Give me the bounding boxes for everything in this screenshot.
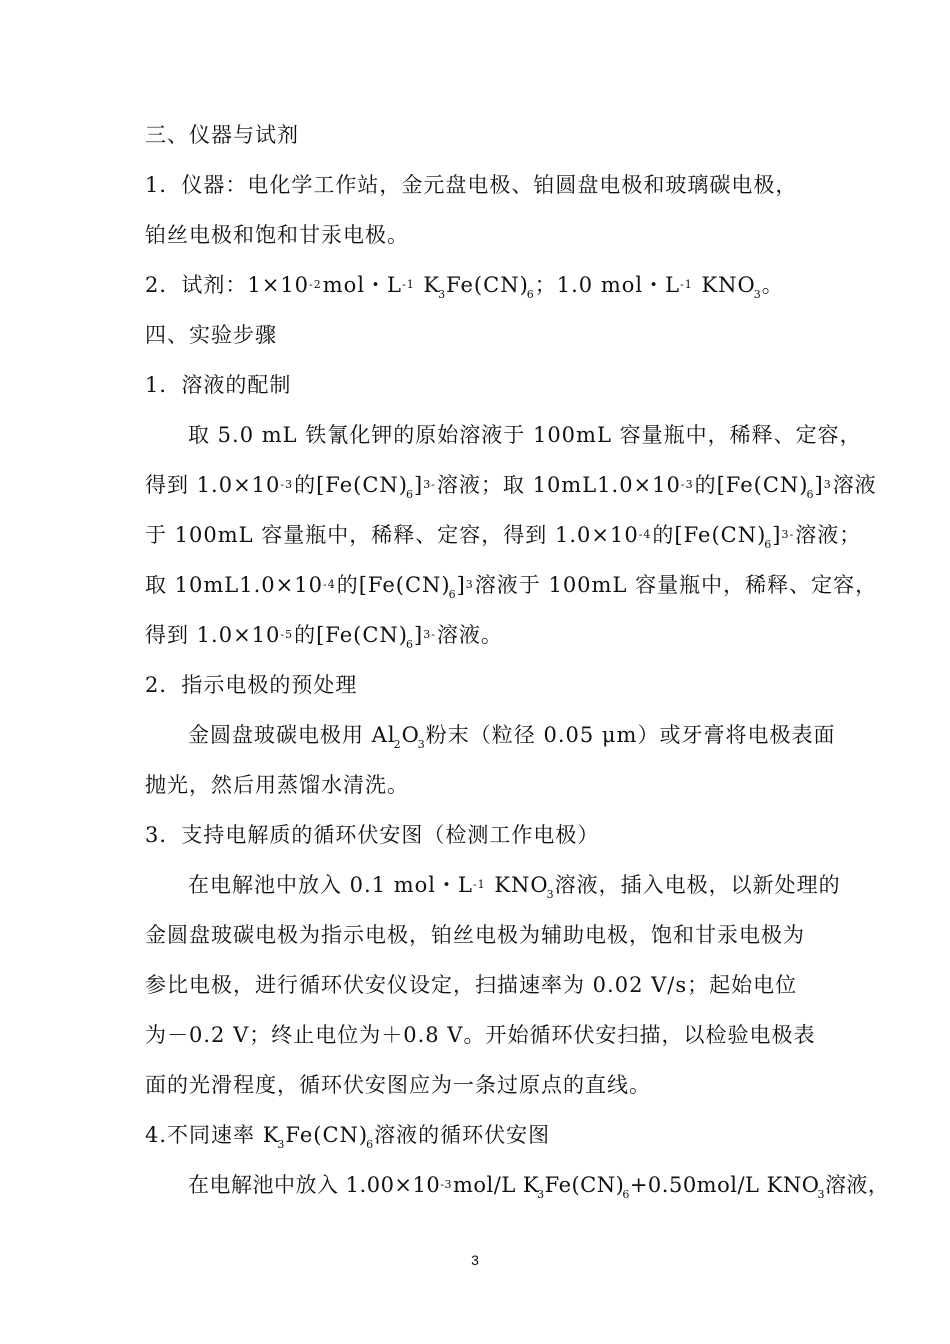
text: 溶液于 100mL 容量瓶中，稀释、定容， xyxy=(474,573,878,597)
step-3-line-5: 面的光滑程度，循环伏安图应为一条过原点的直线。 xyxy=(145,1073,651,1097)
superscript: -3 xyxy=(280,478,294,491)
text: ] xyxy=(772,523,782,547)
superscript: -3 xyxy=(680,478,694,491)
superscript: 3- xyxy=(781,528,795,541)
step-1-line-3 xyxy=(145,520,861,560)
subscript: 6 xyxy=(806,488,815,501)
text: mol/L K xyxy=(452,1173,540,1197)
text: 溶液的循环伏安图 xyxy=(374,1123,551,1147)
page-number: 3 xyxy=(471,1252,479,1268)
subscript: 6 xyxy=(622,1188,630,1201)
text: O xyxy=(401,723,420,747)
text: 溶液；取 10mL1.0×10 xyxy=(436,473,681,497)
text: ] xyxy=(456,573,466,597)
text: 。 xyxy=(761,273,784,297)
text: 在电解池中放入 0.1 mol・L xyxy=(188,873,473,897)
superscript: 3- xyxy=(423,478,436,491)
subscript: 6 xyxy=(405,488,414,501)
superscript: 3- xyxy=(423,628,436,641)
subscript: 6 xyxy=(405,638,414,651)
section-heading-4: 四、实验步骤 xyxy=(145,323,277,347)
step-4-title xyxy=(145,1120,550,1160)
step-1-line-2 xyxy=(145,470,877,510)
text: 溶液； xyxy=(795,523,862,547)
section-heading-3: 三、仪器与试剂 xyxy=(145,123,299,147)
superscript: 3 xyxy=(823,478,832,491)
subscript: 3 xyxy=(277,1138,286,1151)
superscript: -2 xyxy=(309,278,322,291)
subscript: 2 xyxy=(393,738,402,751)
superscript: -1 xyxy=(472,878,486,891)
text: 金圆盘玻碳电极用 Al xyxy=(188,723,396,747)
text: Fe(CN) xyxy=(446,273,529,297)
instruments-line-2: 铂丝电极和饱和甘汞电极。 xyxy=(145,223,409,247)
text: 的[Fe(CN) xyxy=(294,623,408,647)
text: K xyxy=(415,273,441,297)
step-2-line-2: 抛光，然后用蒸馏水清洗。 xyxy=(145,773,409,797)
subscript: 3 xyxy=(817,1188,825,1201)
text: 的[Fe(CN) xyxy=(694,473,809,497)
step-1-line-4 xyxy=(145,570,877,610)
text: ；1.0 mol・L xyxy=(534,273,681,297)
text: ] xyxy=(413,623,424,647)
text: 溶液 xyxy=(832,473,877,497)
subscript: 3 xyxy=(546,888,555,901)
text: mol・L xyxy=(322,273,402,297)
subscript: 6 xyxy=(526,288,535,301)
reagents-line xyxy=(145,270,784,310)
text: KNO xyxy=(693,273,756,297)
subscript: 6 xyxy=(366,1138,375,1151)
text: 4.不同速率 K xyxy=(145,1123,280,1147)
subscript: 6 xyxy=(764,538,773,551)
step-3-title: 3．支持电解质的循环伏安图（检测工作电极） xyxy=(145,823,600,847)
superscript: -4 xyxy=(638,528,652,541)
step-2-line-1 xyxy=(188,720,835,760)
text: Fe(CN) xyxy=(285,1123,369,1147)
subscript: 3 xyxy=(537,1188,545,1201)
superscript: -4 xyxy=(322,578,336,591)
text: 溶液。 xyxy=(436,623,503,647)
superscript: -5 xyxy=(280,628,294,641)
text: 于 100mL 容量瓶中，稀释、定容，得到 1.0×10 xyxy=(145,523,639,547)
text: 得到 1.0×10 xyxy=(145,623,281,647)
text: 得到 1.0×10 xyxy=(145,473,281,497)
subscript: 3 xyxy=(438,288,447,301)
text: 的[Fe(CN) xyxy=(294,473,408,497)
step-3-line-4: 为－0.2 V；终止电位为＋0.8 V。开始循环伏安扫描，以检验电极表 xyxy=(145,1023,816,1047)
text: 的[Fe(CN) xyxy=(652,523,767,547)
step-3-line-1 xyxy=(188,870,841,910)
step-2-title: 2．指示电极的预处理 xyxy=(145,673,358,697)
text: 粉末（粒径 0.05 μm）或牙膏将电极表面 xyxy=(425,723,836,747)
step-1-line-1: 取 5.0 mL 铁氰化钾的原始溶液于 100mL 容量瓶中，稀释、定容， xyxy=(188,423,862,447)
subscript: 6 xyxy=(448,588,457,601)
instruments-line-1: 1．仪器：电化学工作站，金元盘电极、铂圆盘电极和玻璃碳电极， xyxy=(145,173,798,197)
text: 的[Fe(CN) xyxy=(336,573,451,597)
text: 在电解池中放入 1.00×10 xyxy=(188,1173,441,1197)
step-3-line-3: 参比电极，进行循环伏安仪设定，扫描速率为 0.02 V/s；起始电位 xyxy=(145,973,798,997)
text: 2．试剂：1×10 xyxy=(145,273,310,297)
text: KNO xyxy=(486,873,549,897)
text: 溶液，插入电极，以新处理的 xyxy=(554,873,841,897)
step-4-line-1 xyxy=(188,1170,889,1210)
text: 取 10mL1.0×10 xyxy=(145,573,323,597)
superscript: 3 xyxy=(465,578,474,591)
superscript: -3 xyxy=(440,1178,452,1191)
subscript: 3 xyxy=(417,738,426,751)
superscript: -1 xyxy=(401,278,415,291)
text: Fe(CN) xyxy=(544,1173,625,1197)
superscript: -1 xyxy=(680,278,693,291)
text: ] xyxy=(413,473,424,497)
step-1-line-5 xyxy=(145,620,503,660)
text: ] xyxy=(814,473,824,497)
step-3-line-2: 金圆盘玻碳电极为指示电极，铂丝电极为辅助电极，饱和甘汞电极为 xyxy=(145,923,805,947)
text: +0.50mol/L KNO xyxy=(629,1173,820,1197)
subscript: 3 xyxy=(753,288,762,301)
text: 溶液， xyxy=(824,1173,890,1197)
step-1-title: 1．溶液的配制 xyxy=(145,373,292,397)
